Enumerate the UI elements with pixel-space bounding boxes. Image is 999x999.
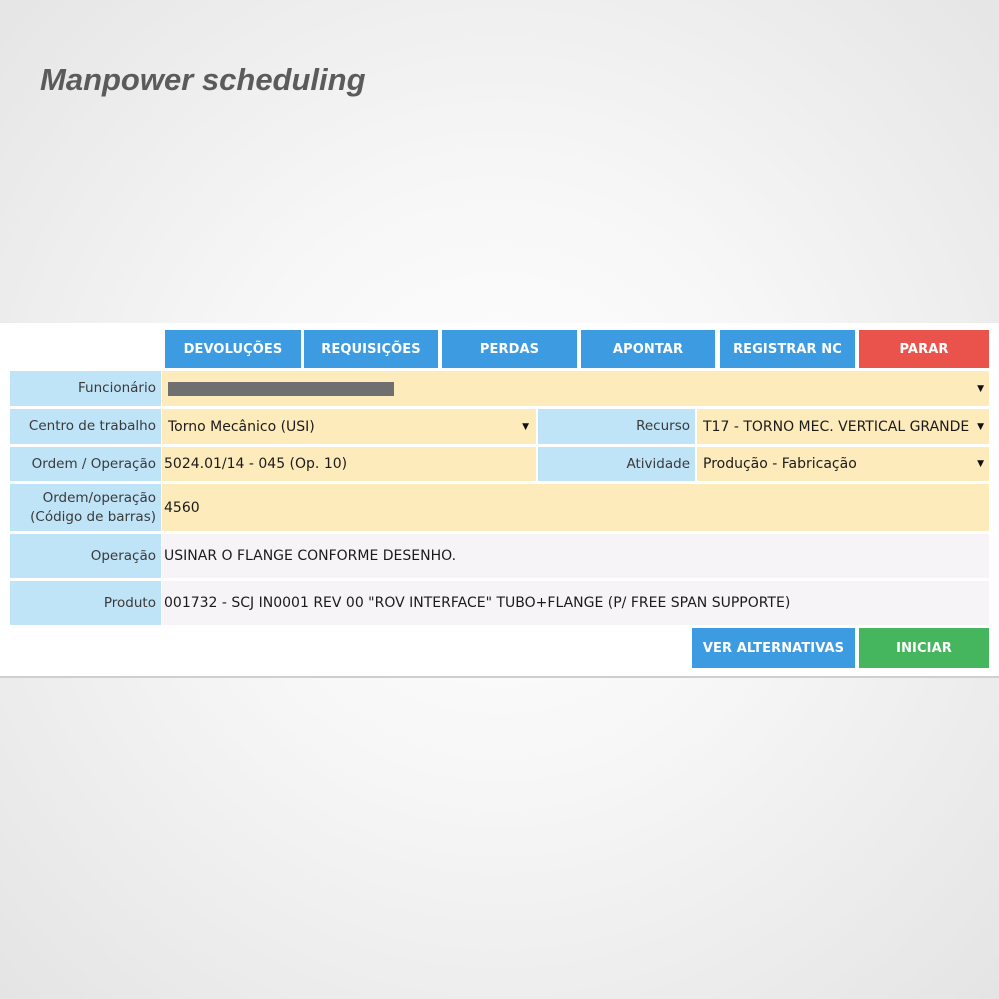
recurso-label-text: Recurso — [636, 418, 690, 434]
atividade-select[interactable] — [697, 447, 989, 481]
codigo-barras-label — [10, 484, 161, 531]
operacao-label — [10, 534, 161, 578]
atividade-label-text: Atividade — [626, 455, 690, 472]
redacted-employee-name — [168, 382, 394, 396]
recurso-label — [538, 409, 695, 444]
caret-down-icon: ▼ — [977, 383, 984, 394]
ordem-operacao-field[interactable] — [162, 447, 536, 481]
devolucoes-button[interactable]: DEVOLUÇÕES — [165, 330, 301, 368]
perdas-button[interactable]: PERDAS — [442, 330, 577, 368]
atividade-label — [538, 447, 695, 481]
ordem-operacao-label-text: Ordem / Operação — [31, 455, 156, 472]
ver-alternativas-button[interactable]: VER ALTERNATIVAS — [692, 628, 855, 668]
atividade-value: Produção - Fabricação — [703, 456, 857, 472]
centro-trabalho-select[interactable] — [162, 409, 536, 444]
scheduling-panel — [0, 323, 999, 678]
ordem-operacao-value: 5024.01/14 - 045 (Op. 10) — [164, 456, 348, 472]
operacao-field — [162, 534, 989, 578]
produto-label-text: Produto — [103, 594, 156, 611]
codigo-barras-value: 4560 — [164, 499, 200, 516]
iniciar-button[interactable]: INICIAR — [859, 628, 989, 668]
centro-trabalho-value: Torno Mecânico (USI) — [168, 418, 315, 435]
requisicoes-button[interactable]: REQUISIÇÕES — [304, 330, 438, 368]
caret-down-icon: ▼ — [977, 421, 984, 432]
funcionario-label — [10, 371, 161, 406]
funcionario-select[interactable] — [162, 371, 989, 406]
produto-label — [10, 581, 161, 625]
operacao-label-text: Operação — [90, 547, 156, 564]
recurso-value: T17 - TORNO MEC. VERTICAL GRANDE — [703, 418, 970, 435]
caret-down-icon: ▼ — [977, 459, 984, 469]
centro-trabalho-label — [10, 409, 161, 444]
ordem-operacao-label — [10, 447, 161, 481]
parar-button[interactable]: PARAR — [859, 330, 989, 368]
produto-value: 001732 - SCJ IN0001 REV 00 "ROV INTERFACE" TUBO+FLANGE (P/ FREE SPAN SUPPORTE) — [164, 595, 791, 611]
operacao-value: USINAR O FLANGE CONFORME DESENHO. — [164, 548, 457, 564]
codigo-barras-label-line2: (Código de barras) — [30, 508, 156, 525]
recurso-select[interactable] — [697, 409, 989, 444]
codigo-barras-input[interactable] — [162, 484, 989, 531]
page-title: Manpower scheduling — [40, 62, 366, 97]
codigo-barras-label-line1: Ordem/operação — [42, 489, 156, 506]
apontar-button[interactable]: APONTAR — [581, 330, 715, 368]
funcionario-label-text: Funcionário — [78, 380, 156, 396]
registrar-nc-button[interactable]: REGISTRAR NC — [720, 330, 855, 368]
centro-trabalho-label-text: Centro de trabalho — [28, 418, 156, 434]
produto-field — [162, 581, 989, 625]
caret-down-icon: ▼ — [522, 421, 529, 432]
